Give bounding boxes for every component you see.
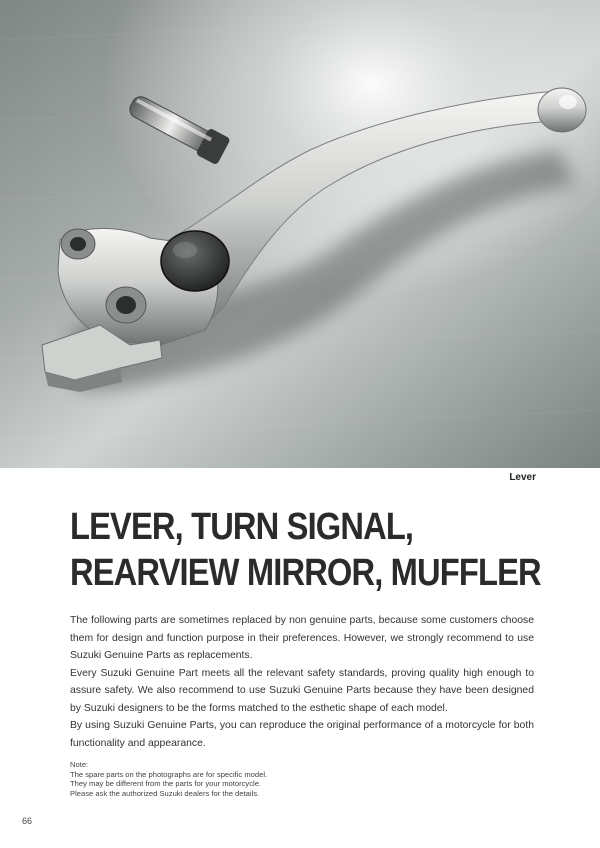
page-title-line-1: LEVER, TURN SIGNAL, — [70, 506, 414, 548]
page-title-line-2: REARVIEW MIRROR, MUFFLER — [70, 552, 541, 594]
page-number: 66 — [22, 816, 33, 826]
note-line: They may be different from the parts for your motorcycle. — [70, 779, 262, 789]
page-title — [70, 504, 541, 596]
photo-caption: Lever — [509, 472, 536, 483]
note-line: Please ask the authorized Suzuki dealers for the details. — [70, 788, 260, 798]
paragraph: The following parts are sometimes replaced by non genuine parts, because some customers choose them for design and function purpose in their preferences. However, we strongly recommend to use Suzuki Genuine Parts as replacements. — [70, 615, 534, 661]
note-heading: Note: — [70, 760, 89, 769]
note-block — [70, 760, 470, 798]
paragraph: Every Suzuki Genuine Part meets all the relevant safety standards, proving quality high enough to assure safety. We also recommend to use Suzuki Genuine Parts because they have been designed by Suzuki designers to be the forms matched to the esthetic shape of each model. — [70, 667, 534, 714]
paragraph: By using Suzuki Genuine Parts, you can reproduce the original performance of a motorcycle for both functionality and appearance. — [70, 720, 534, 749]
note-line: The spare parts on the photographs are for specific model. — [70, 769, 268, 779]
body-text — [70, 612, 534, 752]
